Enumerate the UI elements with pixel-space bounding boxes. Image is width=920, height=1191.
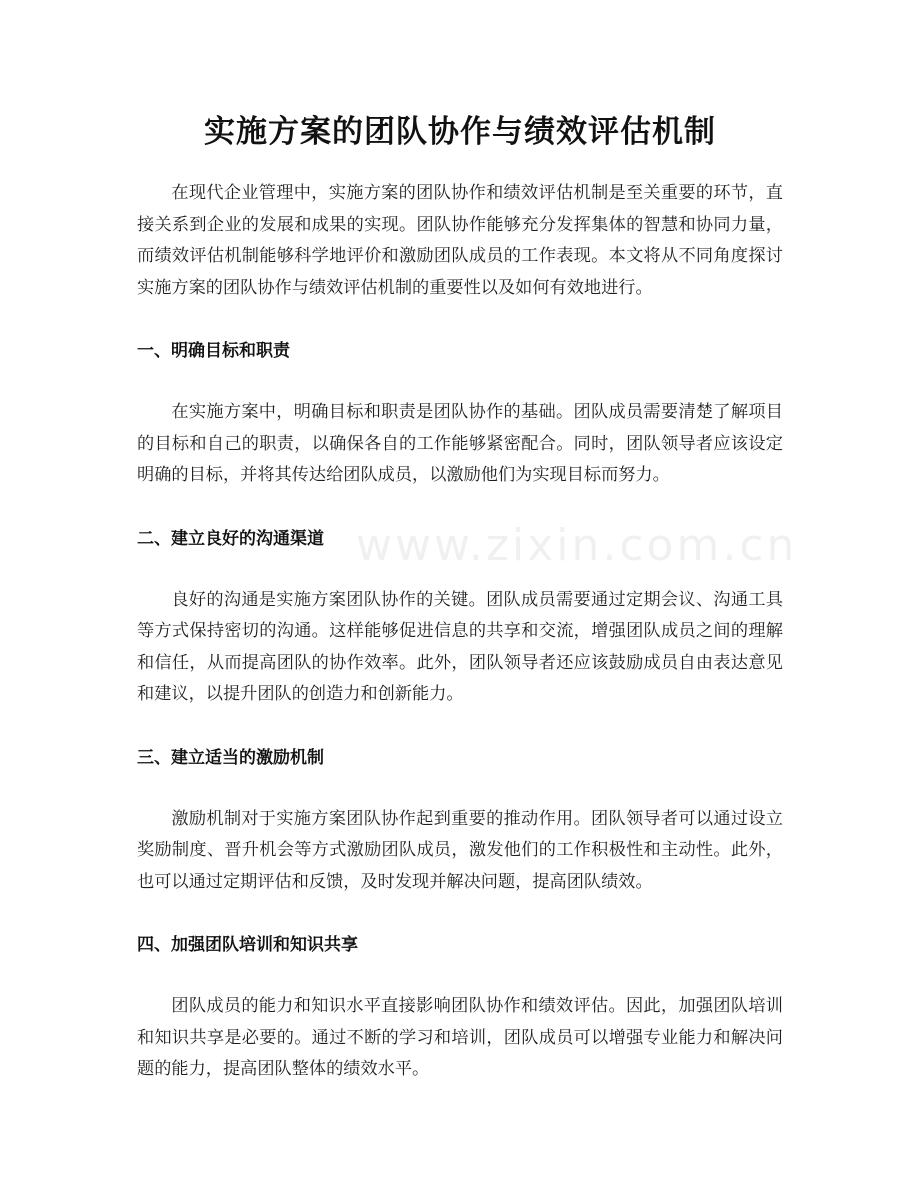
section-4-body: 团队成员的能力和知识水平直接影响团队协作和绩效评估。因此，加强团队培训和知识共享是必要的。通过不断的学习和培训，团队成员可以增强专业能力和解决问题的能力，提高团队整体的绩效水平。 [137, 996, 783, 1079]
section-2-body: 良好的沟通是实施方案团队协作的关键。团队成员需要通过定期会议、沟通工具等方式保持密切的沟通。这样能够促进信息的共享和交流，增强团队成员之间的理解和信任，从而提高团队的协作效率。此外，团队领导者还应该鼓励成员自由表达意见和建议，以提升团队的创造力和创新能力。 [137, 589, 783, 704]
section-1-heading: 一、明确目标和职责 [137, 341, 290, 361]
watermark-text: www.zixin.com.cn [356, 520, 798, 571]
section-3-heading: 三、建立适当的激励机制 [137, 747, 324, 768]
document-title: 实施方案的团队协作与绩效评估机制 [204, 114, 716, 150]
section-1-body: 在实施方案中，明确目标和职责是团队协作的基础。团队成员需要清楚了解项目的目标和自己的职责，以确保各自的工作能够紧密配合。同时，团队领导者应该设定明确的目标，并将其传达给团队成员，以激励他们为实现目标而努力。 [137, 402, 783, 485]
intro-paragraph: 在现代企业管理中，实施方案的团队协作和绩效评估机制是至关重要的环节，直接关系到企业的发展和成果的实现。团队协作能够充分发挥集体的智慧和协同力量，而绩效评估机制能够科学地评价和激励团队成员的工作表现。本文将从不同角度探讨实施方案的团队协作与绩效评估机制的重要性以及如何有效地进行。 [137, 183, 783, 298]
section-2-heading: 二、建立良好的沟通渠道 [137, 528, 324, 549]
section-3-body: 激励机制对于实施方案团队协作起到重要的推动作用。团队领导者可以通过设立奖励制度、晋升机会等方式激励团队成员，激发他们的工作积极性和主动性。此外，也可以通过定期评估和反馈，及时发现并解决问题，提高团队绩效。 [137, 808, 783, 892]
section-4-heading: 四、加强团队培训和知识共享 [137, 935, 358, 955]
